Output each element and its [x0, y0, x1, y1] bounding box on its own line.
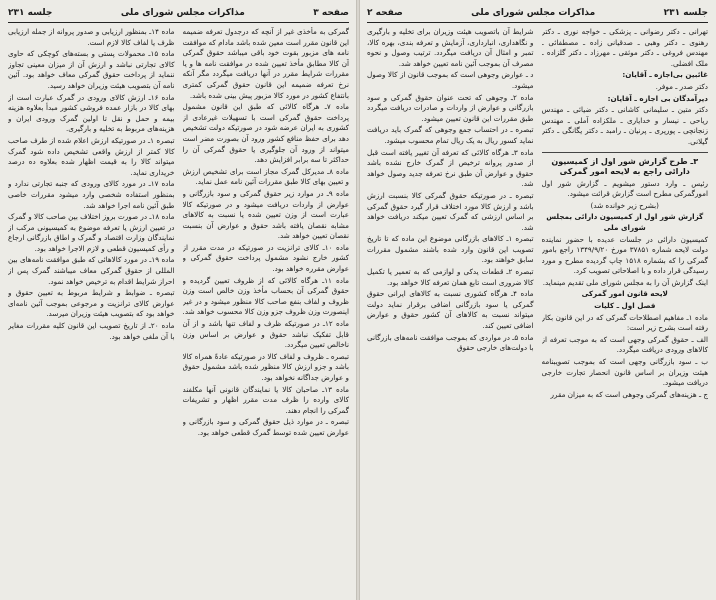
paragraph: ماده ۴ـ هرگاه کشوری نسبت به کالاهای ایرانی حقوق گمرکی یا سود بازرگانی اضافی برقرار نماید دولت میتواند نسبت به کالاهای آن کشور حقوق و عوارض اضافی تعیین کند.	[367, 289, 534, 331]
section-heading: غائبین بی‌اجازه ـ آقایان:	[622, 70, 708, 80]
paragraph: ماده ۲ـ وجوهی که تحت عنوان حقوق گمرکی و سود بازرگانی و عوارض از واردات و صادرات دریافت میگردد طبق مقررات این قانون تعیین میشود.	[367, 92, 534, 123]
paragraph: اینک گزارش آن را به مجلس شورای ملی تقدیم مینماید.	[542, 277, 708, 287]
right-page-columns	[367, 27, 708, 595]
paragraph: کمیسیون دارائی در جلسات عدیده با حضور نماینده دولت لایحه شماره ۳۷۸۵۱ مورخ ۱۳۴۹/۹/۲۰ راجع بامور گمرکی را که بشماره ۱۵۱۸ چاپ گردیده مطرح و مورد رسیدگی قرار داده و با اصلاحاتی تصویب کرد.	[541, 234, 708, 276]
paragraph: ماده ۷ـ هرگاه کالائی که طبق این قانون مشمول پرداخت حقوق گمرکی است با تسهیلات غیرعادی از کشوری به ایران عرضه شود در صورتیکه دولت تشخیص دهد برای حفظ منافع کشور ورود آن بصورت مضر است میتواند از ورود آن جلوگیری یا حقوق گمرکی آن را حداکثر تا سه برابر افزایش دهد.	[182, 102, 349, 165]
paragraph: ب ـ سود بازرگانی وجهی است که بموجب تصویبنامه هیئت وزیران بر اساس قانون انحصار تجارت خارجی دریافت میشود.	[541, 357, 708, 388]
paragraph: تبصره ـ در موارد ذیل حقوق گمرکی و سود بازرگانی و عوارض تعیین شده توسط گمرک قطعی خواهد بود.	[182, 417, 349, 437]
paragraph: ماده ۸ـ مدیرکل گمرک مجاز است برای تشخیص ارزش و تعیین بهای کالا طبق مقررات آئین نامه عمل نماید.	[182, 166, 349, 187]
text-column-right	[542, 27, 709, 595]
paragraph: ماده ۳ـ هرگاه کالائی که تعرفه آن تغییر یافته است قبل از صدور پروانه ترخیص از گمرک خارج نشده باشد حقوق و عوارض آن طبق نرخ تعرفه جدید وصول خواهد شد.	[367, 147, 534, 189]
paragraph: تهرانی ـ دکتر رضوانی ـ پزشکی ـ خواجه نوری ـ دکتر رهنوی ـ دکتر وهبی ـ صدقیانی زاده ـ مصطفائی ـ مهندس فروغی ـ دکتر موثقی ـ مهرزاد ـ دکتر گلزاده ـ ملک افضلی.	[541, 27, 708, 68]
paragraph: تبصره ـ ظروف و لفاف کالا در صورتیکه عادةً همراه کالا باشد و جزو ارزش کالا منظور شده باشد مشمول حقوق و عوارض جداگانه نخواهد بود.	[182, 351, 349, 382]
page-number: صفحه ۳	[313, 8, 349, 18]
paragraph: ماده ۱۷ـ در مورد کالای ورودی که جنبه تجارتی ندارد و بمنظور استفاده شخصی وارد میشود مقررات خاصی طبق آئین نامه اجرا خواهد شد.	[8, 179, 175, 210]
paragraph: رئیس ـ وارد دستور میشویم ـ گزارش شور اول امورگمرکی مطرح است گزارش قرائت میشود.	[541, 178, 708, 199]
chapter-title: فصل اول ـ کلیات	[594, 301, 656, 311]
paragraph: ماده ۲۰ـ از تاریخ تصویب این قانون کلیه مقررات مغایر با آن ملغی خواهد بود.	[8, 321, 175, 341]
text-column-left	[367, 27, 534, 595]
paragraph: ج ـ هزینه‌های گمرکی وجوهی است که به میزان مقرر	[550, 389, 708, 399]
paragraph: ماده ۱۸ـ در صورت بروز اختلاف بین صاحب کالا و گمرک در تعیین ارزش یا تعرفه موضوع به کمیسیونی مرکب از نمایندگان وزارت اقتصاد و گمرک و اطاق بازرگانی ارجاع و رأی کمیسیون قطعی و لازم الاجرا خواهد بود.	[8, 212, 175, 253]
paragraph: تبصره ۲ـ قطعات یدکی و لوازمی که به تعمیر یا تکمیل کالا ضروری است تابع همان تعرفه کالا خواهد بود.	[367, 267, 534, 287]
paragraph: ماده ۱۵ـ محمولات پستی و بسته‌های کوچکی که حاوی کالای تجارتی نباشد و ارزش آن از میزان معینی تجاوز ننماید از پرداخت حقوق گمرکی معاف خواهد بود. آئین نامه آن بتصویب هیئت وزیران خواهد رسید.	[8, 49, 175, 90]
left-page-header	[8, 6, 349, 23]
paragraph: الف ـ حقوق گمرکی وجهی است که به موجب تعرفه از کالاهای ورودی دریافت میگردد.	[541, 334, 708, 355]
divider	[542, 152, 709, 153]
paragraph: گمرکی به مأخذی غیر از آنچه که درجدول تعرفه ضمیمه این قانون مقرر است معین شده باشد مادام که موافقت نامه های مزبور بقوت خود باقی میباشد حقوق گمرکی آن کالا مطابق مأخذ تعیین شده در موافقت نامه ها و یا مقررات شرایط مقرر در آنها دریافت میگردد مگر آنکه نرخ تعرفه ضمیمه این قانون حقوق گمرکی کمتری بانتفاع کشور در مورد کالا مزبور پیش بینی شده باشد.	[182, 27, 349, 100]
session-number: جلسه ۲۳۱	[663, 8, 708, 18]
paragraph: ماده ۹ـ در موارد زیر حقوق گمرکی و سود بازرگانی و عوارض از واردات دریافت میشود و در صورتیکه کالا عبارت است از وزن تعیین شده یا نسبت به کالاهای مشابه نقصان یافته باشد حقوق و عوارض آن بنسبت نقصان تعیین خواهد شد.	[182, 188, 349, 241]
paragraph: تبصره ۱ـ در صورتیکه ارزش اعلام شده از طرف صاحب کالا کمتر از ارزش واقعی تشخیص داده شود گمرک میتواند کالا را به قیمت اظهار شده بعلاوه ده درصد خریداری نماید.	[8, 135, 175, 177]
note-text: (بشرح زیر خوانده شد)	[590, 200, 659, 210]
paragraph: تبصره ـ در احتساب جمع وجوهی که گمرک باید دریافت نماید کسور ریال به یک ریال تمام محسوب میشود.	[367, 125, 534, 145]
paragraph: ماده ۱۲ـ در صورتیکه ظرف و لفاف تنها باشد و از آن قابل تفکیک نباشد حقوق و عوارض بر اساس وزن ناخالص تعیین میگردد.	[182, 319, 349, 350]
report-title: گزارش شور اول از کمیسیون دارائی بمجلس شورای ملی	[546, 212, 704, 232]
right-page	[358, 0, 716, 600]
bill-title: لایحه قانون امور گمرکی	[581, 289, 668, 299]
left-page-columns	[8, 27, 349, 595]
paragraph: ماده ۱ـ مفاهیم اصطلاحات گمرکی که در این قانون بکار رفته است بشرح زیر است:	[541, 312, 708, 333]
book-spine	[356, 0, 360, 600]
text-column-right	[183, 27, 350, 595]
paragraph: ماده ۱۹ـ در مورد کالاهائی که طبق موافقت نامه‌های بین المللی از حقوق گمرکی معاف میباشند گمرک پس از احراز شرایط اقدام به ترخیص خواهد نمود.	[8, 255, 175, 286]
agenda-heading: ۳ـ طرح گزارش شور اول از کمیسیون دارائی راجع به لایحه امور گمرکی	[551, 156, 699, 177]
paragraph: ماده ۱۱ـ هرگاه کالائی که از ظروف تعیین گردیده و حقوق گمرکی آن بحساب مأخذ وزن خالص است وزن ظروف و لفاف بنفع صاحب کالا منظور میشود و در غیر اینصورت وزن ظروف جزو وزن کالا محسوب خواهد شد.	[182, 275, 349, 317]
paragraph: ماده ۱۳ـ صاحبان کالا یا نمایندگان قانونی آنها مکلفند کالای وارده را ظرف مدت مقرر اظهار و تشریفات گمرکی را انجام دهند.	[182, 384, 349, 415]
paragraph: ماده ۱۶ـ ارزش کالای ورودی در گمرک عبارت است از بهای کالا در بازار عمده فروشی کشور مبدأ بعلاوه هزینه بیمه و حمل و نقل تا اولین گمرک ورودی ایران و هزینه‌های مربوط به تخلیه و بارگیری.	[8, 92, 175, 134]
paragraph: شرایط آن باتصویب هیئت وزیران برای تخلیه و بارگیری و نگاهداری، انبارداری، آزمایش و تعرفه بندی، بهره کالا، تمبر و امثال آن دریافت میگردد. ترتیب وصول و نحوه مصرف آن بموجب آئین نامه تعیین خواهد شد.	[367, 27, 534, 68]
journal-title: مذاکرات مجلس شورای ملی	[120, 8, 245, 18]
paragraph: د ـ عوارض وجوهی است که بموجب قانون از کالا وصول میشود.	[367, 70, 534, 90]
paragraph: تبصره ـ ضوابط و شرایط مربوط به تعیین حقوق و عوارض کالای ترانزیت و مرجوعی بموجب آئین نامه‌ای خواهد بود که بتصویب هیئت وزیران میرسد.	[8, 288, 175, 319]
journal-title: مذاکرات مجلس شورای ملی	[471, 8, 596, 18]
paragraph: دکتر متین ـ سلیمانی کاشانی ـ دکتر ضیائی ـ مهندس ریاحی ـ نیسار و خدایاری ـ ملکزاده آملی ـ مهندس زنجانچی ـ پورپری ـ پرنیان ـ رامبد ـ دکتر یگانگی ـ دکتر گیلانی.	[541, 105, 708, 146]
text-column-left	[8, 27, 175, 595]
paragraph: تبصره ـ در صورتیکه حقوق گمرکی کالا بنسبت ارزش باشد و ارزش کالا مورد اختلاف قرار گیرد حقوق گمرکی بر اساس ارزشی که گمرک تعیین میکند دریافت خواهد شد.	[367, 190, 534, 232]
paragraph: ماده ۱۴ـ بمنظور ارزیابی و صدور پروانه از جمله ارزیابی ظرف یا لفاف کالا لازم است.	[8, 27, 175, 47]
paragraph: تبصره ۱ـ کالاهای بازرگانی موضوع این ماده که تا تاریخ تصویب این قانون وارد شده باشند مشمول مقررات سابق خواهند بود.	[367, 234, 534, 265]
session-number: جلسه ۲۳۱	[8, 8, 53, 18]
paragraph: ماده ۱۰ـ کالای ترانزیت در صورتیکه در مدت مقرر از کشور خارج نشود مشمول پرداخت حقوق گمرکی و عوارض مقرره خواهد بود.	[182, 242, 349, 274]
page-number: صفحه ۲	[367, 8, 403, 18]
paragraph: ماده ۵ـ در مواردی که بموجب موافقت نامه‌های بازرگانی با دولت‌های خارجی حقوق	[367, 332, 534, 353]
right-page-header	[367, 6, 708, 23]
paragraph: دکتر صدر ـ موفر.	[655, 81, 708, 91]
section-heading: دیرآمدگان بی اجازه ـ آقایان:	[607, 93, 708, 103]
